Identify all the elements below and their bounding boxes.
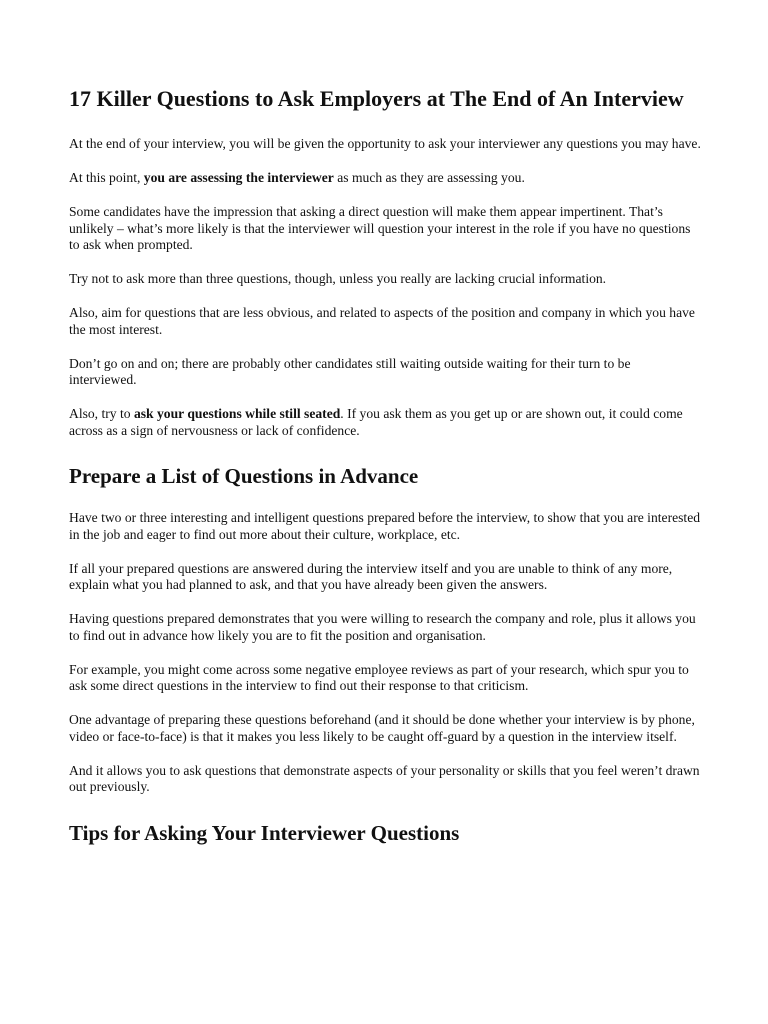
intro-paragraph-3: Some candidates have the impression that asking a direct question will make them appear impertinent. That’s unlikely – what’s more likely is that the interviewer will question your interest in the role if you have no questions to ask when prompted. [69, 204, 691, 252]
prepare-paragraph-4: For example, you might come across some negative employee reviews as part of your research, which spur you to ask some direct questions in the interview to find out their response to that criticism. [69, 661, 689, 693]
intro-paragraph-4: Try not to ask more than three questions, though, unless you really are lacking crucial information. [69, 271, 607, 286]
prepare-paragraph-6: And it allows you to ask questions that demonstrate aspects of your personality or skills that you feel weren’t drawn out previously. [69, 762, 700, 794]
intro-paragraph-1: At the end of your interview, you will be given the opportunity to ask your interviewer any questions you may have. [69, 136, 701, 151]
intro-paragraph-7-lead: Also, try to [69, 406, 134, 421]
prepare-paragraph-2: If all your prepared questions are answered during the interview itself and you are unable to think of any more, explain what you had planned to ask, and that you have already been given the answers. [69, 560, 673, 592]
intro-paragraph-2 [69, 170, 701, 187]
prepare-paragraph-1: Have two or three interesting and intelligent questions prepared before the interview, to show that you are interested in the job and eager to find out more about their culture, workplace, etc. [69, 510, 701, 542]
intro-paragraph-2-lead: At this point, [69, 170, 144, 185]
intro-paragraph-5: Also, aim for questions that are less obvious, and related to aspects of the position and company in which you have the most interest. [69, 305, 695, 337]
intro-paragraph-7-emphasis: ask your questions while still seated [133, 406, 341, 421]
intro-paragraph-2-emphasis: you are assessing the interviewer [143, 170, 334, 185]
document-title: 17 Killer Questions to Ask Employers at The End of An Interview [69, 86, 684, 111]
intro-paragraph-7-tail: . If you ask them as you get up or are shown out, it could come across as a sign of nervousness or lack of confidence. [69, 406, 683, 438]
prepare-paragraph-5: One advantage of preparing these questions beforehand (and it should be done whether your interview is by phone, video or face-to-face) is that it makes you less likely to be caught off-guard by a question in the interview itself. [69, 712, 695, 744]
section-heading-prepare: Prepare a List of Questions in Advance [69, 464, 419, 488]
prepare-paragraph-3: Having questions prepared demonstrates that you were willing to research the company and role, plus it allows you to find out in advance how likely you are to fit the position and organisation. [69, 611, 696, 643]
intro-paragraph-2-tail: as much as they are assessing you. [333, 170, 525, 185]
section-heading-tips: Tips for Asking Your Interviewer Questions [69, 820, 460, 845]
document-page [69, 86, 701, 867]
intro-paragraph-7 [69, 406, 701, 439]
intro-paragraph-6: Don’t go on and on; there are probably other candidates still waiting outside waiting for their turn to be interviewed. [69, 355, 631, 387]
